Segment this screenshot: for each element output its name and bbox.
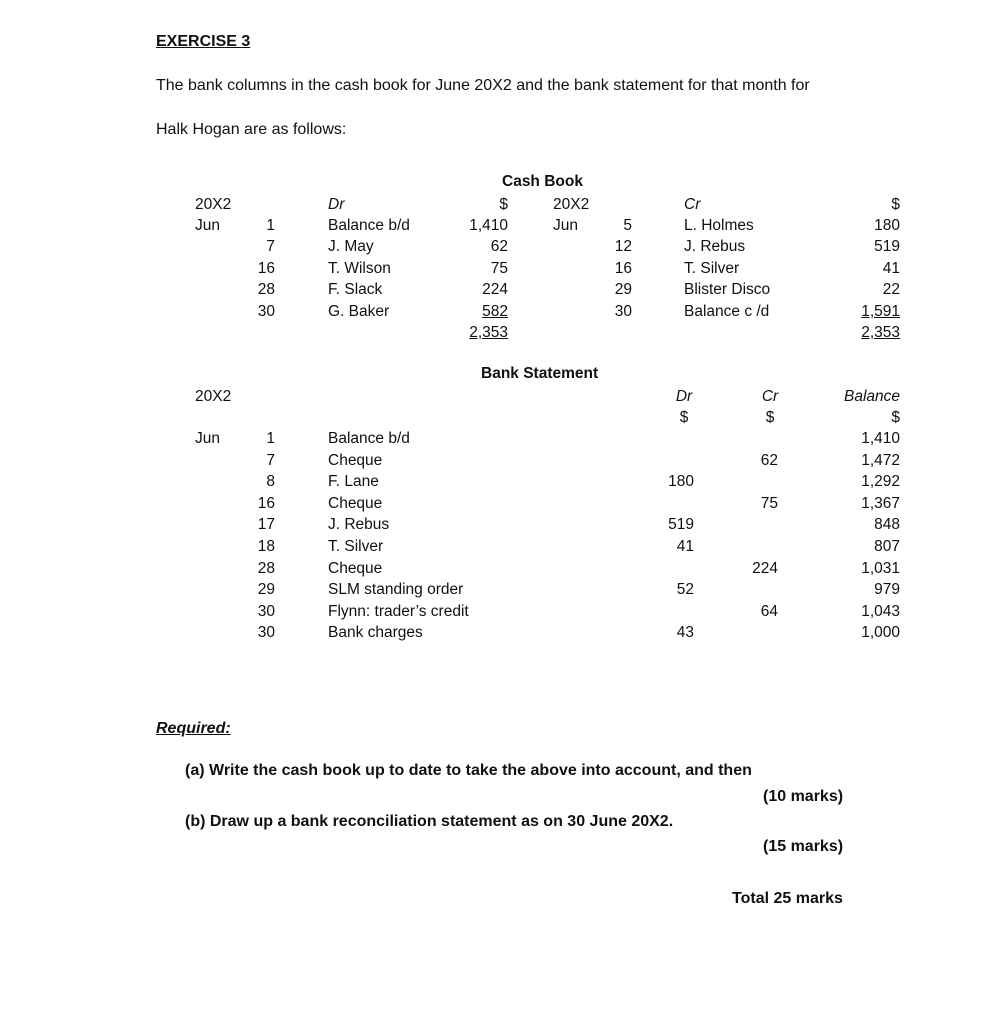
bank-statement-month: Jun [195,430,220,447]
row-day: 18 [257,538,275,555]
debit-amount: 1,410 [469,217,508,234]
bank-statement-balance-currency: $ [891,409,900,426]
row-desc: SLM standing order [328,581,464,598]
row-dr: 180 [668,473,694,490]
row-day: 8 [266,473,275,490]
row-balance: 1,000 [861,624,900,641]
bank-statement-dr-label: Dr [675,388,693,405]
row-desc: Cheque [328,495,383,512]
cash-book-dr-label: Dr [328,196,345,213]
credit-amount: 180 [874,217,900,234]
row-cr: 64 [760,603,778,620]
credit-desc: T. Silver [684,260,740,277]
cash-book-month-cr: Jun [553,217,578,234]
row-day: 29 [257,581,275,598]
credit-desc: Blister Disco [684,281,771,298]
debit-desc: Balance b/d [328,217,410,234]
row-balance: 1,472 [861,452,900,469]
bank-statement-cr-label: Cr [761,388,779,405]
row-day: 17 [257,516,275,533]
cash-book-year-cr: 20X2 [553,196,590,213]
row-dr: 52 [676,581,694,598]
cash-book-dr-currency: $ [499,196,508,213]
row-cr: 62 [760,452,778,469]
row-desc: F. Lane [328,473,379,490]
row-balance: 979 [874,581,900,598]
row-desc: Bank charges [328,624,423,641]
credit-day: 5 [623,217,632,234]
debit-day: 7 [266,238,275,255]
bank-statement-year: 20X2 [195,388,232,405]
cash-book-title: Cash Book [502,173,583,190]
row-dr: 43 [676,624,694,641]
question-a: (a) Write the cash book up to date to take the above into account, and then [185,762,752,779]
row-day: 1 [266,430,275,447]
bank-statement-title: Bank Statement [481,365,599,382]
row-balance: 1,292 [861,473,900,490]
row-day: 7 [266,452,275,469]
debit-day: 30 [257,303,275,320]
row-cr: 224 [752,560,778,577]
debit-desc: J. May [328,238,374,255]
credit-amount: 41 [882,260,900,277]
cash-book-month-dr: Jun [195,217,220,234]
row-balance: 807 [874,538,900,555]
debit-amount: 75 [490,260,508,277]
credit-desc: Balance c /d [684,303,770,320]
row-balance: 1,367 [861,495,900,512]
bank-statement-dr-currency: $ [679,409,689,426]
exercise-title: EXERCISE 3 [156,33,251,50]
credit-desc: J. Rebus [684,238,746,255]
cash-book-debit-total: 2,353 [469,324,508,341]
cash-book-cr-label: Cr [684,196,701,213]
row-balance: 1,031 [861,560,900,577]
row-dr: 519 [668,516,694,533]
row-balance: 1,043 [861,603,900,620]
debit-amount: 582 [482,303,508,320]
row-desc: J. Rebus [328,516,390,533]
row-desc: Cheque [328,452,383,469]
credit-day: 29 [614,281,632,298]
row-desc: Flynn: trader’s credit [328,603,469,620]
cash-book-cr-currency: $ [891,196,900,213]
intro-line-2: Halk Hogan are as follows: [156,121,347,138]
row-day: 30 [257,624,275,641]
question-b: (b) Draw up a bank reconciliation statement as on 30 June 20X2. [185,813,674,830]
row-day: 16 [257,495,275,512]
credit-amount: 22 [882,281,900,298]
cash-book-year-dr: 20X2 [195,196,232,213]
row-cr: 75 [760,495,778,512]
debit-desc: T. Wilson [328,260,391,277]
debit-day: 16 [257,260,275,277]
row-desc: T. Silver [328,538,384,555]
row-desc: Balance b/d [328,430,410,447]
credit-amount: 519 [874,238,900,255]
bank-statement-cr-currency: $ [765,409,775,426]
debit-day: 1 [266,217,275,234]
row-desc: Cheque [328,560,383,577]
question-a-marks: (10 marks) [763,788,844,805]
credit-desc: L. Holmes [684,217,754,234]
row-balance: 848 [874,516,900,533]
question-b-marks: (15 marks) [763,838,844,855]
credit-day: 16 [614,260,632,277]
intro-line-1: The bank columns in the cash book for June 20X2 and the bank statement for that month for [156,77,810,94]
credit-day: 12 [614,238,632,255]
debit-day: 28 [257,281,275,298]
credit-amount: 1,591 [861,303,900,320]
row-day: 30 [257,603,275,620]
debit-desc: F. Slack [328,281,383,298]
row-dr: 41 [676,538,694,555]
cash-book-credit-total: 2,353 [861,324,900,341]
credit-day: 30 [614,303,632,320]
debit-desc: G. Baker [328,303,390,320]
row-day: 28 [257,560,275,577]
row-balance: 1,410 [861,430,900,447]
total-marks: Total 25 marks [732,890,843,907]
required-heading: Required: [156,720,231,737]
debit-amount: 224 [482,281,508,298]
bank-statement-balance-label: Balance [843,388,900,405]
debit-amount: 62 [490,238,508,255]
